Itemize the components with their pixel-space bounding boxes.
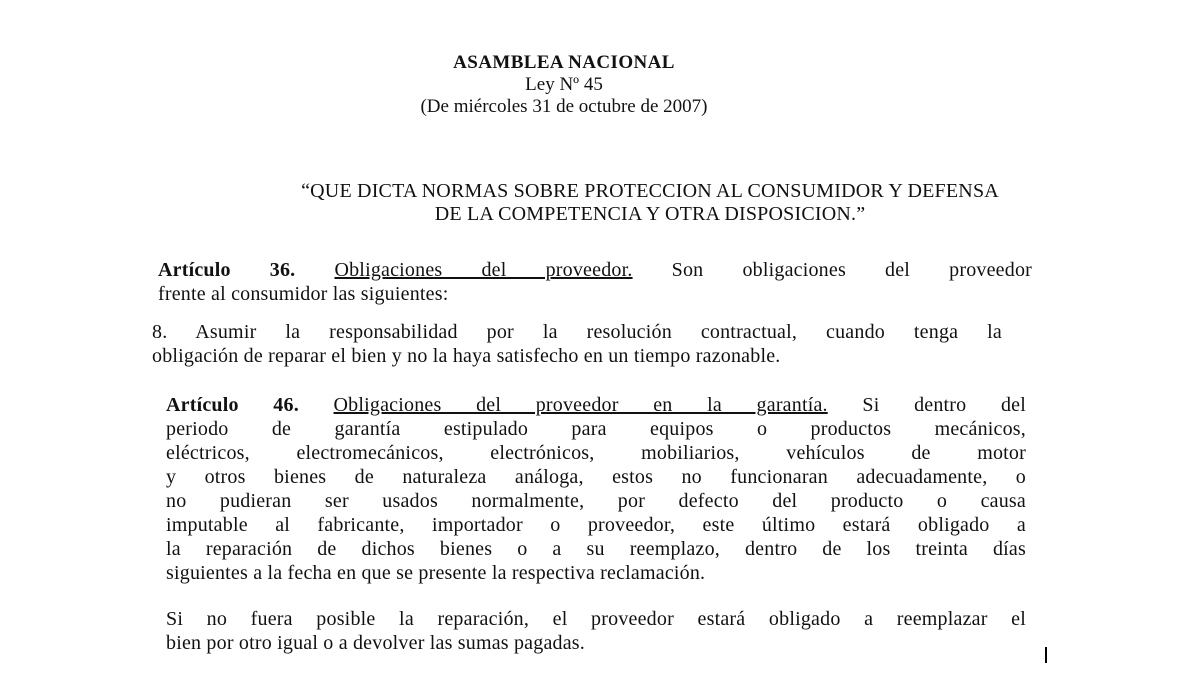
article-36-number: Artículo 36.: [158, 259, 296, 281]
law-date: (De miércoles 31 de octubre de 2007): [420, 96, 708, 117]
article-46: [166, 393, 1026, 585]
law-title-line-1: “QUE DICTA NORMAS SOBRE PROTECCION AL CONSUMIDOR Y DEFENSA: [301, 180, 999, 202]
article-46-line-1: [166, 393, 1026, 417]
article-36: [158, 258, 1032, 306]
law-title-line-2: DE LA COMPETENCIA Y OTRA DISPOSICION.”: [434, 203, 866, 225]
item-8-line-2: obligación de reparar el bien y no la haya satisfecho en un tiempo razonable.: [152, 345, 781, 367]
article-46-line-2: periodo de garantía estipulado para equipos o productos mecánicos,: [166, 418, 1026, 440]
law-title: [150, 180, 1150, 226]
article-46-line-4: y otros bienes de naturaleza análoga, estos no funcionaran adecuadamente, o: [166, 466, 1026, 488]
article-46-line-5: no pudieran ser usados normalmente, por defecto del producto o causa: [166, 490, 1026, 512]
text-cursor: [1045, 647, 1047, 663]
article-36-line-1: [158, 258, 1032, 282]
article-46-heading: Obligaciones del proveedor en la garantía.: [333, 394, 828, 416]
item-8-line-1: 8. Asumir la responsabilidad por la resolución contractual, cuando tenga la: [152, 321, 1002, 343]
assembly-title: ASAMBLEA NACIONAL: [453, 52, 675, 73]
article-36-line-2: frente al consumidor las siguientes:: [158, 283, 449, 305]
article-46-line-1-text: Si dentro del: [862, 394, 1027, 416]
article-36-line-1-text: Son obligaciones del proveedor: [671, 259, 1033, 281]
article-46-line-8: siguientes a la fecha en que se presente la respectiva reclamación.: [166, 562, 706, 584]
article-46-line-7: la reparación de dichos bienes o a su reemplazo, dentro de los treinta días: [166, 538, 1026, 560]
article-46-line-3: eléctricos, electromecánicos, electrónicos, mobiliarios, vehículos de motor: [166, 442, 1026, 464]
article-36-item-8: [152, 320, 1002, 368]
article-46-number: Artículo 46.: [166, 394, 299, 416]
article-36-heading: Obligaciones del proveedor.: [334, 259, 633, 281]
article-46-line-6: imputable al fabricante, importador o proveedor, este último estará obligado a: [166, 514, 1026, 536]
article-46-p2-line-1: Si no fuera posible la reparación, el proveedor estará obligado a reemplazar el: [166, 608, 1026, 630]
article-46-paragraph-2: [166, 607, 1026, 655]
article-46-p2-line-2: bien por otro igual o a devolver las sumas pagadas.: [166, 632, 585, 654]
law-number: Ley Nº 45: [525, 74, 603, 95]
